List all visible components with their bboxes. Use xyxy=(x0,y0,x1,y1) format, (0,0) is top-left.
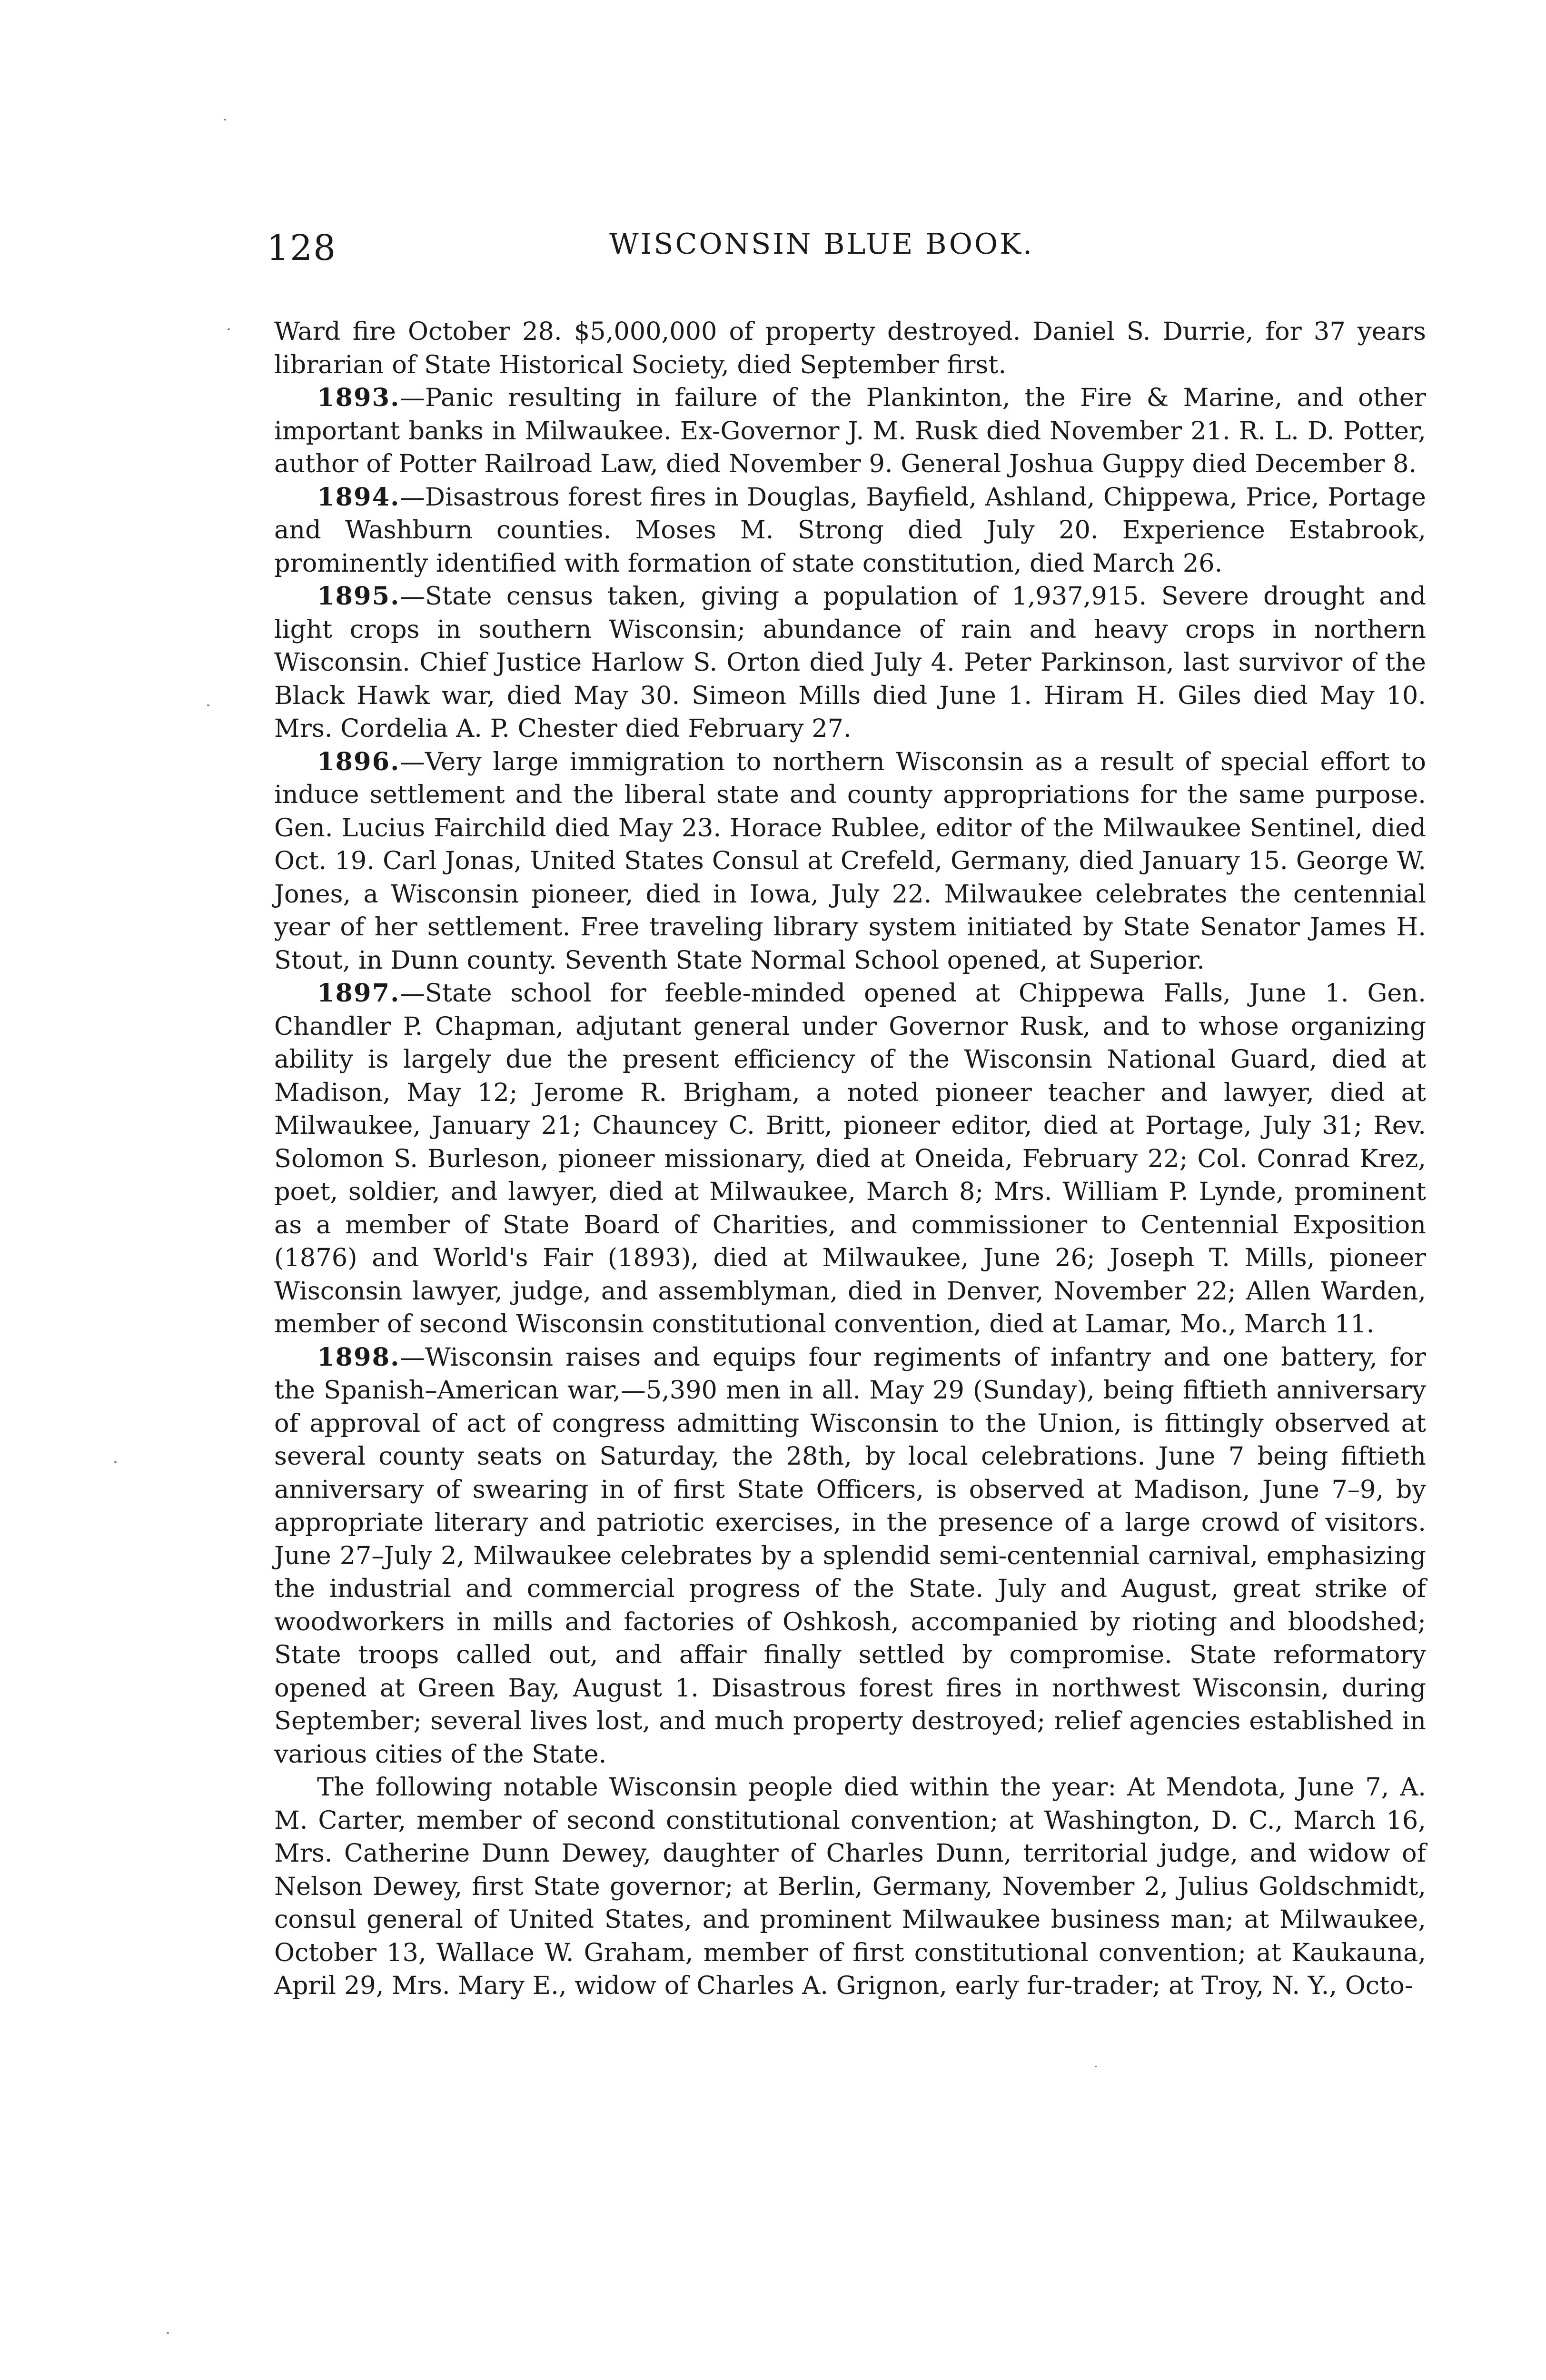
year-heading: 1897. xyxy=(317,979,400,1008)
paragraph-continuation xyxy=(274,315,1426,381)
paragraph-notable-deaths xyxy=(274,1771,1426,2003)
scan-speck xyxy=(224,119,226,120)
body-text xyxy=(274,315,1426,2003)
paragraph-text: —Very large immigration to northern Wisconsin as a result of special effort to induce settlement and the liberal state and county appropriations for the same purpose. Gen. Lucius Fairchild died May 23. Horace Rublee, editor of the Milwaukee Sentinel, died Oct. 19. Carl Jonas, United States Consul at Crefeld, Germany, died January 15. George W. Jones, a Wisconsin pioneer, died in Iowa, July 22. Milwaukee celebrates the centennial year of her settlement. Free traveling library system initiated by State Senator James H. Stout, in Dunn county. Seventh State Normal School opened, at Superior. xyxy=(274,747,1426,975)
scan-speck xyxy=(167,2332,169,2334)
year-heading: 1895. xyxy=(317,582,400,611)
scan-speck xyxy=(207,704,209,706)
scan-speck xyxy=(114,1461,117,1463)
paragraph-text: —State school for feeble-minded opened at Chippewa Falls, June 1. Gen. Chandler P. Chapman, adjutant general under Governor Rusk, and to whose organizing ability is largely due the present efficiency of the Wisconsin National Guard, died at Madison, May 12; Jerome R. Brigham, a noted pioneer teacher and lawyer, died at Milwaukee, January 21; Chauncey C. Britt, pioneer editor, died at Portage, July 31; Rev. Solomon S. Burleson, pioneer missionary, died at Oneida, February 22; Col. Conrad Krez, poet, soldier, and lawyer, died at Milwaukee, March 8; Mrs. William P. Lynde, prominent as a member of State Board of Charities, and commissioner to Centennial Exposition (1876) and World's Fair (1893), died at Milwaukee, June 26; Joseph T. Mills, pioneer Wisconsin lawyer, judge, and assemblyman, died in Denver, November 22; Allen Warden, member of second Wisconsin constitutional convention, died at Lamar, Mo., March 11. xyxy=(274,979,1426,1339)
paragraph-1893 xyxy=(274,381,1426,481)
page-number: 128 xyxy=(267,228,337,268)
year-heading: 1893. xyxy=(317,383,400,412)
page-header xyxy=(267,228,1423,285)
year-heading: 1894. xyxy=(317,482,400,512)
paragraph-text: —State census taken, giving a population of 1,937,915. Severe drought and light crops in southern Wisconsin; abundance of rain and heavy crops in northern Wisconsin. Chief Justice Harlow S. Orton died July 4. Peter Parkinson, last survivor of the Black Hawk war, died May 30. Simeon Mills died June 1. Hiram H. Giles died May 10. Mrs. Cordelia A. P. Chester died February 27. xyxy=(274,582,1426,743)
paragraph-text: The following notable Wisconsin people died within the year: At Mendota, June 7, A. M. Carter, member of second constitutional convention; at Washington, D. C., March 16, Mrs. Catherine Dunn Dewey, daughter of Charles Dunn, territorial judge, and widow of Nelson Dewey, first State governor; at Berlin, Germany, November 2, Julius Goldschmidt, consul general of United States, and prominent Milwaukee business man; at Milwaukee, October 13, Wallace W. Graham, member of first constitutional convention; at Kaukauna, April 29, Mrs. Mary E., widow of Charles A. Grignon, early fur-trader; at Troy, N. Y., Octo- xyxy=(274,1773,1426,2000)
paragraph-text: Ward fire October 28. $5,000,000 of property destroyed. Daniel S. Durrie, for 37 years librarian of State Historical Society, died September first. xyxy=(274,317,1426,379)
running-title: WISCONSIN BLUE BOOK. xyxy=(609,228,1034,261)
paragraph-text: —Panic resulting in failure of the Plankinton, the Fire & Marine, and other important banks in Milwaukee. Ex-Governor J. M. Rusk died November 21. R. L. D. Potter, author of Potter Railroad Law, died November 9. General Joshua Guppy died December 8. xyxy=(274,383,1426,478)
paragraph-1896 xyxy=(274,745,1426,977)
year-heading: 1898. xyxy=(317,1342,400,1372)
paragraph-1895 xyxy=(274,580,1426,745)
scan-speck xyxy=(1095,2066,1097,2067)
paragraph-text: —Wisconsin raises and equips four regiments of infantry and one battery, for the Spanish–American war,—5,390 men in all. May 29 (Sunday), being fiftieth anniversary of approval of act of congress admitting Wisconsin to the Union, is fittingly observed at several county seats on Saturday, the 28th, by local celebrations. June 7 being fiftieth anniversary of swearing in of first State Officers, is observed at Madison, June 7–9, by appropriate literary and patriotic exercises, in the presence of a large crowd of visitors. June 27–July 2, Milwaukee celebrates by a splendid semi-centennial carnival, emphasizing the industrial and commercial progress of the State. July and August, great strike of woodworkers in mills and factories of Oshkosh, accompanied by rioting and bloodshed; State troops called out, and affair finally settled by compromise. State reformatory opened at Green Bay, August 1. Disastrous forest fires in northwest Wisconsin, during September; several lives lost, and much property destroyed; relief agencies established in various cities of the State. xyxy=(274,1342,1426,1769)
paragraph-1894 xyxy=(274,481,1426,580)
paragraph-text: —Disastrous forest fires in Douglas, Bayfield, Ashland, Chippewa, Price, Portage and Washburn counties. Moses M. Strong died July 20. Experience Estabrook, prominently identified with formation of state constitution, died March 26. xyxy=(274,482,1426,578)
year-heading: 1896. xyxy=(317,747,400,776)
scan-speck xyxy=(228,328,230,330)
paragraph-1898 xyxy=(274,1341,1426,1771)
paragraph-1897 xyxy=(274,977,1426,1341)
